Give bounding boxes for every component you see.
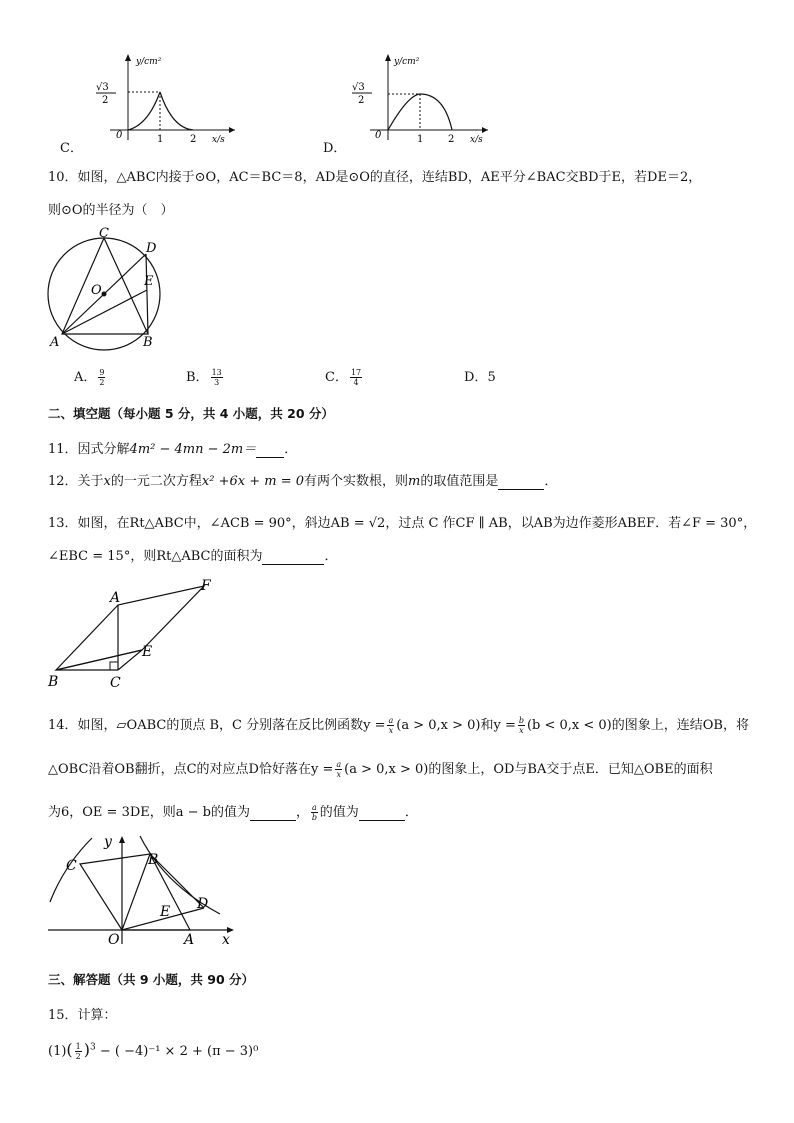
graph-d-two: 2 <box>358 95 365 106</box>
q10-circle-figure <box>44 222 174 352</box>
q15-title: 15．计算： <box>48 1008 117 1023</box>
section-solve-title: 三、解答题（共 9 小题，共 90 分） <box>48 972 255 987</box>
graph-c-ylabel: y/cm² <box>136 57 162 67</box>
graph-c-two: 2 <box>102 95 109 106</box>
q14-point-b: B <box>148 852 159 868</box>
graph-d-origin: 0 <box>375 130 382 141</box>
q14-answer-blank-1[interactable] <box>250 805 296 821</box>
q10-point-c: C <box>99 226 109 241</box>
q14-point-c: C <box>66 858 77 874</box>
graph-c-xlabel: x/s <box>212 135 225 145</box>
q13-point-f: F <box>201 578 211 594</box>
q15-part1: (1)( $\frac{1}{2}$ )$^3$ − ( −4)⁻¹ × 2 + (π − 3)⁰ <box>48 1040 259 1061</box>
q10-option-d[interactable]: D．5 <box>464 370 496 385</box>
q10-option-a[interactable]: A． $\frac{9}{2}$ <box>74 368 105 387</box>
graph-d-x1: 1 <box>417 134 424 145</box>
graph-d-sqrt3: √3 <box>352 82 365 93</box>
q10-point-d: D <box>146 241 157 256</box>
graph-c-x1: 1 <box>157 134 164 145</box>
q13-point-b: B <box>48 674 59 690</box>
q14-point-a: A <box>184 932 195 948</box>
q14-line1: 14．如图，▱OABC的顶点 B，C 分别落在反比例函数y = $\frac{a}{x}$ (a > 0,x > 0)和y = $\frac{b}{x}$ (b < 0,x < 0)的图象上，连结OB，将 <box>48 716 749 735</box>
q13-point-c: C <box>110 675 121 691</box>
q14-point-o: O <box>108 932 120 948</box>
q10-point-e: E <box>144 274 154 289</box>
q13-rhombus-figure <box>44 576 224 691</box>
q14-point-d: D <box>197 896 209 912</box>
section-fill-in-title: 二、填空题（每小题 5 分，共 4 小题，共 20 分） <box>48 406 334 421</box>
q10-point-a: A <box>50 335 60 350</box>
graph-c-sqrt3: √3 <box>96 82 109 93</box>
q11: 11．因式分解4m² − 4mn − 2m＝ ． <box>48 442 298 457</box>
q13-line1: 13．如图，在Rt△ABC中，∠ACB = 90°，斜边AB = √2，过点 C 作CF ∥ AB，以AB为边作菱形ABEF．若∠F = 30°， <box>48 516 757 531</box>
q13-point-a: A <box>110 590 121 606</box>
graph-c-x2: 2 <box>190 134 197 145</box>
q10-option-c[interactable]: C． $\frac{17}{4}$ <box>325 368 362 387</box>
q13-point-e: E <box>142 644 153 660</box>
graph-d-x2: 2 <box>448 134 455 145</box>
q11-answer-blank[interactable] <box>256 442 284 458</box>
graph-c-origin: 0 <box>116 130 123 141</box>
graph-d-xlabel: x/s <box>470 135 483 145</box>
q13-answer-blank[interactable] <box>262 549 324 565</box>
q12: 12．关于x的一元二次方程x² +6x + m = 0有两个实数根，则m的取值范围是 ． <box>48 474 558 489</box>
q14-answer-blank-2[interactable] <box>359 805 405 821</box>
q13-line2: ∠EBC = 15°，则Rt△ABC的面积为 ． <box>48 549 338 564</box>
q14-coordinate-figure <box>44 832 244 950</box>
q14-axis-y: y <box>104 834 112 850</box>
q10-point-o: O <box>91 283 102 298</box>
graph-d-label: D． <box>323 141 347 156</box>
q14-axis-x: x <box>222 932 230 948</box>
graph-d <box>330 50 510 150</box>
q10-point-b: B <box>143 335 153 350</box>
graph-d-ylabel: y/cm² <box>394 57 420 67</box>
q12-answer-blank[interactable] <box>498 474 544 490</box>
q14-line2: △OBC沿着OB翻折，点C的对应点D恰好落在y = $\frac{a}{x}$ (a > 0,x > 0)的图象上，OD与BA交于点E．已知△OBE的面积 <box>48 760 713 779</box>
q10-line2: 则⊙O的半径为（ ） <box>48 203 174 218</box>
q10-line1: 10．如图，△ABC内接于⊙O，AC＝BC＝8，AD是⊙O的直径，连结BD，AE平分∠BAC交BD于E，若DE＝2， <box>48 170 702 185</box>
q14-point-e: E <box>160 904 171 920</box>
q10-option-b[interactable]: B． $\frac{13}{3}$ <box>186 368 222 387</box>
graph-c-label: C． <box>60 141 83 156</box>
graph-c <box>60 50 240 150</box>
q14-line3: 为6，OE = 3DE，则a − b的值为 ， $\frac{a}{b}$ 的值为 ． <box>48 803 418 822</box>
